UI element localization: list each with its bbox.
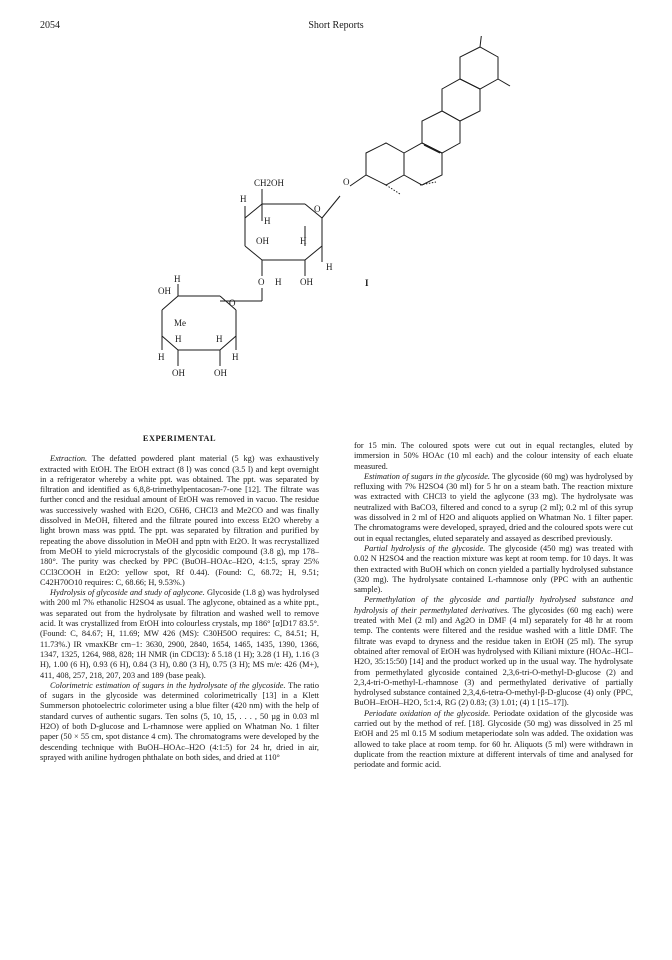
section-title: EXPERIMENTAL	[142, 434, 217, 443]
o-ring-rha-label: O	[229, 298, 236, 308]
o-bridge-label: O	[258, 277, 265, 287]
left-column	[40, 434, 319, 763]
h-label: H	[264, 216, 271, 226]
paragraph: Extraction. The defatted powdered plant material (5 kg) was exhaustively extracted with EtOH. The EtOH extract (8 l) was concd (3.5 l) and kept overnight in a refrigerator whereby a white ppt. was obtained. The ppt. was separated by filtration and identified as 6,8,8-trimethylpentacosan-7-one [12]. The filtrate was further concd and the residual amount of EtOH was removed in vacuo. The residue was successively washed with Et2O, C6H6, CHCl3 and Me2CO and was finally dissolved in MeOH, filtered and the filtrate poured into excess Et2O whereby a light brown mass was pptd. The ppt. was separated by filtration and purified by repeating the above dissolution in MeOH and pptn with Et2O. It was recrystallized from MeOH to yield microcrystals of the glycosidic compound (3.8 g), mp 178–180°. The purity was checked by PPC (BuOH–HOAc–H2O, 4:1:5, spray 25% CCl3COOH in Et2O: yellow spot, Rf 0.44). (Found: C, 68.72; H, 9.51; C42H70O10 requires: C, 68.66; H, 9.53%.)	[40, 454, 319, 587]
right-column	[354, 441, 633, 771]
h-label: H	[216, 334, 223, 344]
oh-label: OH	[256, 236, 269, 246]
h-label: H	[175, 334, 182, 344]
paragraph: Periodate oxidation of the glycoside. Periodate oxidation of the glycoside was carried out by the method of ref. [18]. Glycoside (50 mg) was dissolved in 25 ml EtOH and 25 ml 0.15 M sodium metaperiodate soln was added. The oxidation was allowed to take place at room temp. for 60 hr. Aliquots (5 ml) were withdrawn in duplicate from the reaction mixture at different intervals of time and analysed for periodate and formic acid.	[354, 708, 634, 770]
h-label: H	[326, 262, 333, 272]
paragraph: Estimation of sugars in the glycoside. The glycoside (60 mg) was hydrolysed by refluxing with 7% H2SO4 (30 ml) for 5 hr on a steam bath. The reaction mixture was extracted with CHCl3 to yield the aglycone (33 mg). The hydrolysate was neutralized with BaCO3, filtered and concd to a syrup (2 ml); 0.2 ml of this syrup was dissolved in 2 ml of H2O and aliquots applied on Whatman No. 1 filter paper. The chromatograms were developed, sprayed, dried and the coloured spots were cut out in equal rectangles, eluted separately and assayed as described previously.	[354, 471, 633, 543]
paragraph: for 15 min. The coloured spots were cut out in equal rectangles, eluted by immersion in 50% HOAc (10 ml each) and the colour intensity of each eluate measured.	[354, 441, 633, 471]
h-label: H	[300, 236, 307, 246]
o-link-label: O	[343, 177, 350, 187]
paragraph: Hydrolysis of glycoside and study of aglycone. Glycoside (1.8 g) was hydrolysed with 200 ml 7% ethanolic H2SO4 as usual. The aglycone, obtained as a white ppt., was separated out from the hydrolysate by filtration and washed well to remove acid. It was crystallized from EtOH into colourless crystals, mp 186° [α]D17 83.5°. (Found: C, 84.67; H, 11.69; MW 426 (MS): C30H50O requires: C, 84.51; H, 11.73%.) IR νmaxKBr cm−1: 3630, 2900, 2840, 1654, 1465, 1435, 1390, 1366, 1347, 1325, 1264, 988, 828; 1H NMR (in CDCl3): δ 5.18 (1 H); 3.28 (1 H), 1.16 (3 H), 1.00 (6 H), 0.93 (6 H), 0.84 (3 H), 0.80 (3 H), 0.75 (3 H); MS m/e: 426 (M+), 411, 408, 257, 218, 207, 203 and 189 (base peak).	[40, 588, 320, 680]
compound-label: I	[365, 278, 369, 288]
paragraph: Colorimetric estimation of sugars in the hydrolysate of the glycoside. The ratio of sugars in the glycoside was determined colorimetrically [13] in a Klett Summerson photoelectric colorimeter using a blue filter (420 nm) with the help of standard curves of authentic sugars. Ten solns (5, 10, 15, . . . , 50 µg in 0.03 ml H2O) of both D-glucose and L-rhamnose were applied on Whatman No. 1 filter paper (50 × 55 cm, spot distance 4 cm). The chromatograms were developed by the descending technique with BuOH–HOAc–H2O (4:1:5) for 24 hr, dried in air, sprayed with aniline hydrogen phthalate on both sides, and dried at 110°	[40, 680, 319, 762]
o-ring-glc-label: O	[314, 204, 321, 214]
chemical-structure	[0, 36, 672, 426]
journal-section: Short Reports	[308, 20, 364, 31]
oh-label: OH	[172, 368, 185, 378]
running-header	[0, 20, 672, 34]
h-label: H	[240, 194, 247, 204]
me-label: Me	[174, 318, 186, 328]
page-number: 2054	[40, 20, 60, 31]
oh-label: OH	[300, 277, 313, 287]
paragraph: Permethylation of the glycoside and partially hydrolysed substance and hydrolysis of their permethylated derivatives. The glycosides (60 mg each) were treated with MeI (2 ml) and Ag2O in DMF (4 ml) separately for 48 hr at room temp. The contents were filtered and the residue washed with a little DMF. The filtrate was evapd to dryness and the residue taken in EtOH (25 ml). The syrup obtained after removal of EtOH was hydrolysed with Kiliani mixture (HOAc–HCl–H2O, 35:15:50) [14] and the product worked up in the usual way. The hydrolysate from permethylated glycoside contained 2,3,6-tri-O-methyl-D-glucose (2) and 2,3,4-tri-O-methyl-L-rhamnose (3) and permethylated derivative of partially hydrolysed substance contained 2,3,4,6-tetra-O-methyl-β-D-glucose (4) only (PPC, BuOH–EtOH–H2O, 5:1:4, RG (2) 0.83; (3) 1.01; (4) 1 [15–17]).	[354, 595, 633, 708]
oh-label: OH	[158, 286, 171, 296]
h-label: H	[174, 274, 181, 284]
h-label: H	[158, 352, 165, 362]
triterpene-skeleton	[350, 36, 510, 194]
h-label: H	[232, 352, 239, 362]
paragraph: Partial hydrolysis of the glycoside. The glycoside (450 mg) was treated with 0.02 N H2SO4 and the reaction mixture was kept at room temp. for 10 days. It was then extracted with BuOH which on concn yielded a partially hydrolysed substance (320 mg). The hydrolysate contained L-rhamnose only (PPC with an authentic sample).	[354, 543, 633, 595]
h-label: H	[275, 277, 282, 287]
ch2oh-label: CH2OH	[254, 178, 285, 188]
oh-label: OH	[214, 368, 227, 378]
